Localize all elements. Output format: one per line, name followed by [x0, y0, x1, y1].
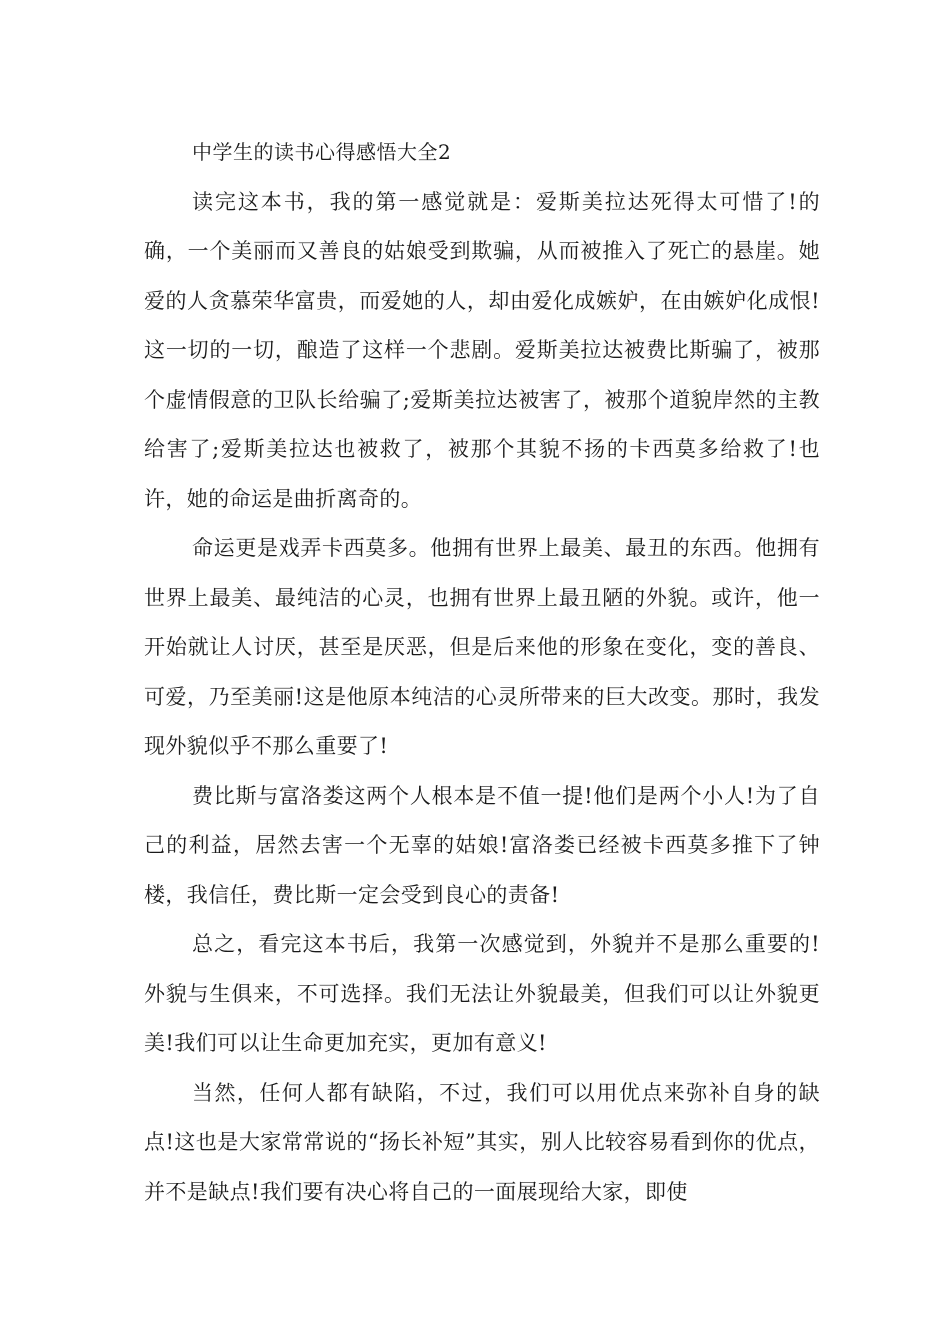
paragraph: 当然，任何人都有缺陷，不过，我们可以用优点来弥补自身的缺点!这也是大家常常说的“扬长补短”其实，别人比较容易看到你的优点，并不是缺点!我们要有决心将自己的一面展现给大家，即使	[144, 1080, 820, 1204]
document-body	[144, 128, 820, 1217]
paragraph: 总之，看完这本书后，我第一次感觉到，外貌并不是那么重要的!外貌与生俱来，不可选择。我们无法让外貌最美，但我们可以让外貌更美!我们可以让生命更加充实，更加有意义!	[144, 932, 820, 1055]
paragraph: 命运更是戏弄卡西莫多。他拥有世界上最美、最丑的东西。他拥有世界上最美、最纯洁的心灵，也拥有世界上最丑陋的外貌。或许，他一开始就让人讨厌，甚至是厌恶，但是后来他的形象在变化，变的善良、可爱，乃至美丽!这是他原本纯洁的心灵所带来的巨大改变。那时，我发现外貌似乎不那么重要了!	[144, 536, 820, 758]
document-title: 中学生的读书心得感悟大全2	[192, 140, 452, 164]
paragraph: 费比斯与富洛娄这两个人根本是不值一提!他们是两个小人!为了自己的利益，居然去害一个无辜的姑娘!富洛娄已经被卡西莫多推下了钟楼，我信任，费比斯一定会受到良心的责备!	[144, 783, 820, 907]
paragraph: 读完这本书，我的第一感觉就是：爱斯美拉达死得太可惜了!的确，一个美丽而又善良的姑娘受到欺骗，从而被推入了死亡的悬崖。她爱的人贪慕荣华富贵，而爱她的人，却由爱化成嫉妒，在由嫉妒化成恨!这一切的一切，酿造了这样一个悲剧。爱斯美拉达被费比斯骗了，被那个虚情假意的卫队长给骗了;爱斯美拉达被害了，被那个道貌岸然的主教给害了;爱斯美拉达也被救了，被那个其貌不扬的卡西莫多给救了!也许，她的命运是曲折离奇的。	[144, 189, 820, 511]
